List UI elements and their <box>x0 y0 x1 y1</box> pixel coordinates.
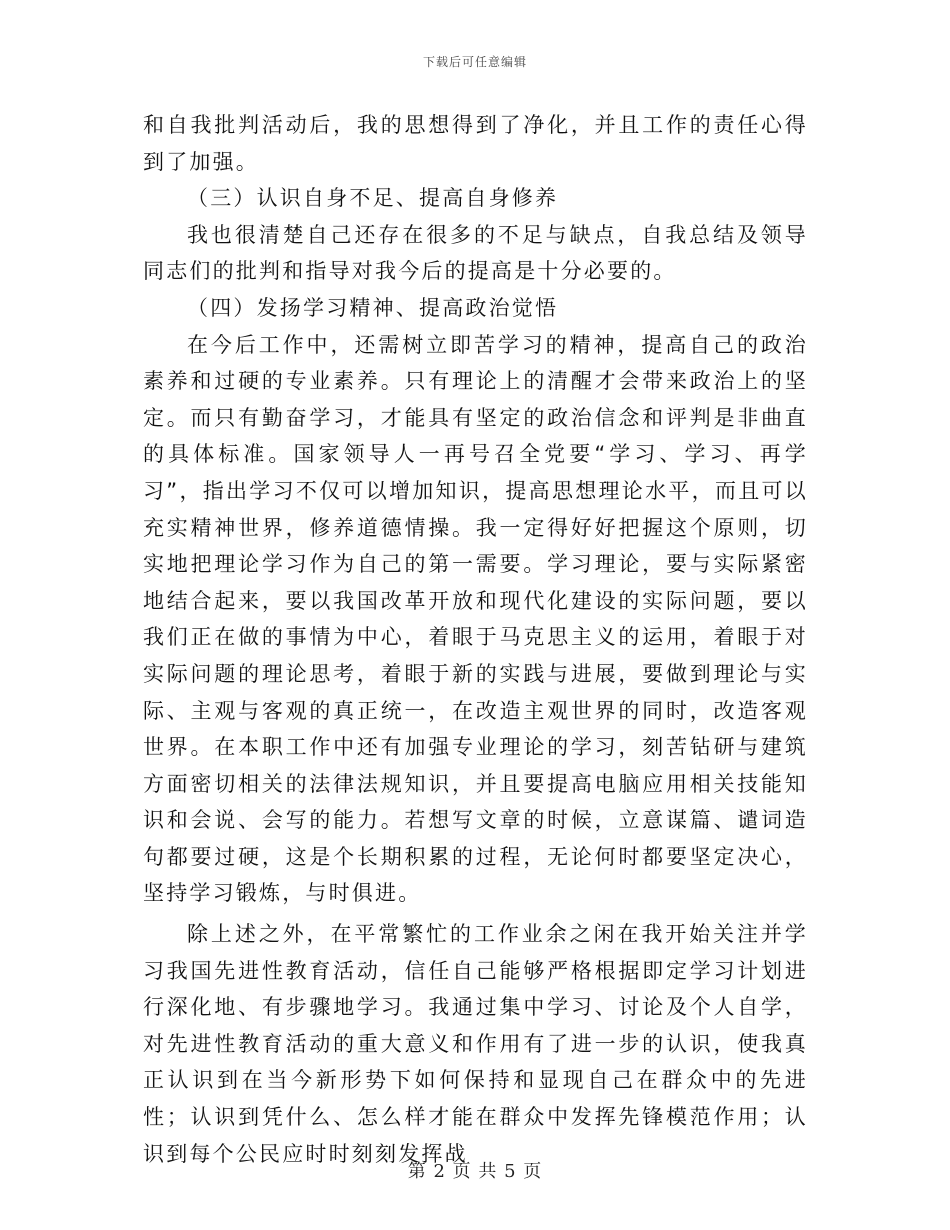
document-body <box>143 107 808 1172</box>
section-heading-3: （三）认识自身不足、提高自身修养 <box>187 186 559 211</box>
paragraph: 在今后工作中，还需树立即苦学习的精神，提高自己的政治素养和过硬的专业素养。只有理论上的清醒才会带来政治上的坚定。而只有勤奋学习，才能具有坚定的政治信念和评判是非曲直的具体标准。国家领导人一再号召全党要“学习、学习、再学习”，指出学习不仅可以增加知识，提高思想理论水平，而且可以充实精神世界，修养道德情操。我一定得好好把握这个原则，切实地把理论学习作为自己的第一需要。学习理论，要与实际紧密地结合起来，要以我国改革开放和现代化建设的实际问题，要以我们正在做的事情为中心，着眼于马克思主义的运用，着眼于对实际问题的理论思考，着眼于新的实践与进展，要做到理论与实际、主观与客观的真正统一，在改造主观世界的同时，改造客观世界。在本职工作中还有加强专业理论的学习，刻苦钻研与建筑方面密切相关的法律法规知识，并且要提高电脑应用相关技能知识和会说、会写的能力。若想写文章的时候，立意谋篇、谴词造句都要过硬，这是个长期积累的过程，无论何时都要坚定决心，坚持学习锻炼，与时俱进。 <box>143 332 808 906</box>
paragraph-continuation: 和自我批判活动后，我的思想得到了净化，并且工作的责任心得到了加强。 <box>143 113 808 174</box>
section-heading-4: （四）发扬学习精神、提高政治觉悟 <box>187 295 559 320</box>
paragraph: 我也很清楚自己还存在很多的不足与缺点，自我总结及领导同志们的批判和指导对我今后的提高是十分必要的。 <box>143 222 808 284</box>
page-number-footer: 第 2 页 共 5 页 <box>407 1161 543 1182</box>
page-header: 下载后可任意编辑 <box>422 55 527 69</box>
paragraph: 除上述之外，在平常繁忙的工作业余之闲在我开始关注并学习我国先进性教育活动，信任自己能够严格根据即定学习计划进行深化地、有步骤地学习。我通过集中学习、讨论及个人自学，对先进性教育活动的重大意义和作用有了进一步的认识，使我真正认识到在当今新形势下如何保持和显现自己在群众中的先进性；认识到凭什么、怎么样才能在群众中发挥先锋模范作用；认识到每个公民应时时刻刻发挥战 <box>143 922 808 1166</box>
